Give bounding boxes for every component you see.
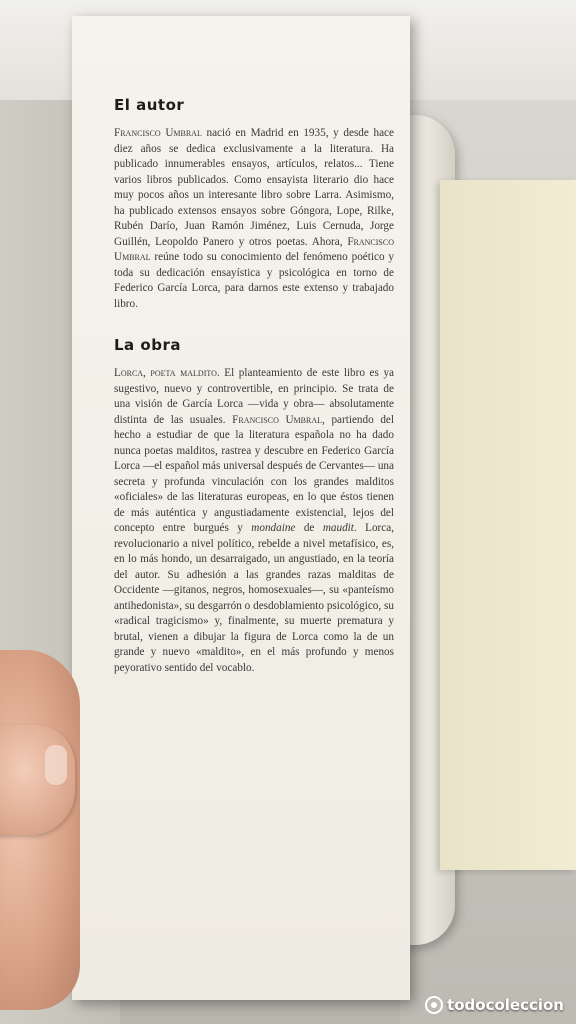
work-name: Francisco Umbral <box>232 413 323 426</box>
author-paragraph <box>114 126 394 312</box>
work-text-2: , partiendo del hecho a estudiar de que la literatura española no ha dado nunca poetas malditos, rastrea y descubre en Federico García Lorca —el español más universal después de Cervantes— una secreta y profunda vinculación con los grandes malditos «oficiales» de las literaturas europeas, en lo que éstos tienen de más auténtica y angustiadamente existencial, lejos del concepto entre burgués y <box>114 413 394 534</box>
author-heading: El autor <box>114 96 185 114</box>
watermark-text: todocoleccion <box>447 996 564 1014</box>
dust-jacket-flap <box>72 16 410 1000</box>
work-italic-mondaine: mondaine <box>251 522 296 534</box>
book-page <box>440 180 576 870</box>
work-italic-maudit: maudit <box>322 522 354 534</box>
work-text-4: . Lorca, revolucionario a nivel político, rebelde a nivel metafísico, es, en lo más hondo, un desarraigado, un angustiado, en la teoría del autor. Su adhesión a las grandes razas malditas de Occidente —gitanos, negros, homosexuales—, su «panteísmo antihedonista», su desgarrón o desdoblamiento psicológico, su «radical tragicismo» y, finalmente, su muerte prematura y brutal, vienen a dibujar la figura de Lorca como la de un grande y nuevo «maldito», en el más profundo y menos peyorativo sentido del vocablo. <box>114 522 394 674</box>
author-text-2: reúne todo su conocimiento del fenómeno poético y toda su dedicación ensayística y psicológica en torno de Federico García Lorca, para darnos este extenso y trabajado libro. <box>114 251 394 310</box>
work-heading: La obra <box>114 336 181 354</box>
work-text-3: de <box>295 522 323 534</box>
author-name: Francisco Umbral <box>114 127 202 139</box>
thumbnail <box>45 745 67 785</box>
work-title: Lorca, poeta maldito <box>114 367 217 379</box>
author-name-2: Francisco Umbral <box>114 235 394 263</box>
todocoleccion-logo-icon <box>425 996 443 1014</box>
author-text: nació en Madrid en 1935, y desde hace diez años se dedica exclusivamente a la literatura. Ha publicado innumerables ensayos, artículos, relatos... Tiene varios libros publicados. Como ensayista literario dio hace muy pocos años un interesante libro sobre Larra. Asimismo, ha publicado extensos ensayos sobre Góngora, Lope, Rilke, Rubén Darío, Juan Ramón Jiménez, Luis Cernuda, Jorge Guillén, Leopoldo Panero y otros poetas. Ahora, <box>114 127 394 248</box>
work-paragraph <box>114 366 394 676</box>
watermark <box>425 996 564 1014</box>
work-text-1: . El planteamiento de este libro es ya sugestivo, nuevo y controvertible, en principio. Se trata de una visión de García Lorca —vida y obra— absolutamente distinta de las usuales. <box>114 367 394 426</box>
